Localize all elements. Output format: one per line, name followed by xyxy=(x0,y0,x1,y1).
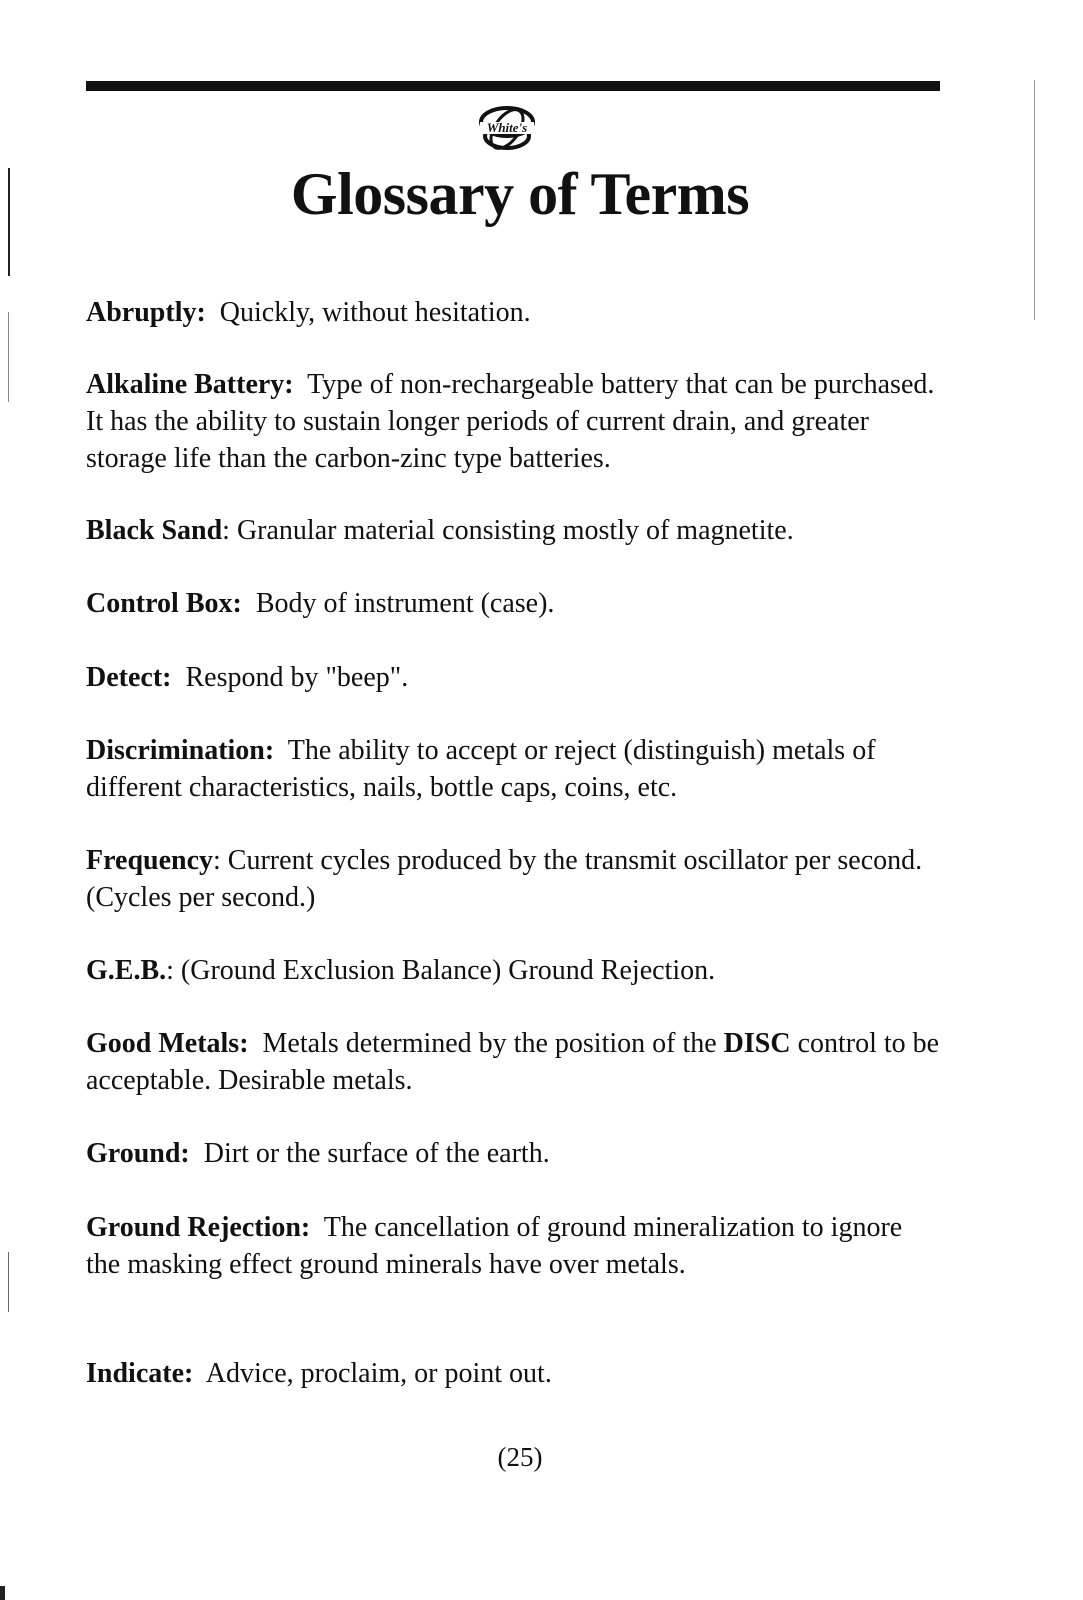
glossary-entry-ground xyxy=(86,1135,946,1172)
glossary-term: Ground: xyxy=(86,1138,190,1169)
top-rule xyxy=(86,81,940,91)
glossary-entry-frequency xyxy=(86,842,946,916)
glossary-term: Alkaline Battery: xyxy=(86,369,294,400)
glossary-term: Discrimination: xyxy=(86,735,275,766)
glossary-definition-continued: control to be acceptable. Desirable metals. xyxy=(86,1028,940,1096)
scan-edge-mark xyxy=(8,168,10,276)
glossary-definition: Respond by "beep". xyxy=(185,662,409,693)
glossary-term: Abruptly: xyxy=(86,297,206,328)
glossary-entry-black-sand xyxy=(86,512,946,549)
glossary-entry-detect xyxy=(86,659,946,696)
page-title: Glossary of Terms xyxy=(290,161,750,227)
glossary-definition: : Granular material consisting mostly of magnetite. xyxy=(222,515,794,546)
glossary-term: Frequency xyxy=(86,845,214,876)
glossary-entry-good-metals xyxy=(86,1025,946,1099)
glossary-entry-alkaline-battery xyxy=(86,366,946,477)
glossary-term: Indicate: xyxy=(86,1358,194,1389)
scan-edge-mark xyxy=(1034,80,1035,320)
svg-text:White's: White's xyxy=(486,120,528,135)
glossary-term: Detect: xyxy=(86,662,172,693)
glossary-definition: Quickly, without hesitation. xyxy=(219,297,531,328)
page-number: (25) xyxy=(497,1442,543,1472)
whites-logo xyxy=(462,100,552,158)
glossary-entry-ground-rejection xyxy=(86,1209,906,1283)
glossary-term: G.E.B. xyxy=(86,955,167,986)
glossary-definition: Advice, proclaim, or point out. xyxy=(205,1358,552,1389)
glossary-entry-geb xyxy=(86,952,946,989)
glossary-term: Ground Rejection: xyxy=(86,1212,311,1243)
glossary-definition: The ability to accept or reject (distinguish) metals of different characteristics, nails, bottle caps, coins, etc. xyxy=(86,735,876,803)
glossary-definition: Metals determined by the position of the xyxy=(262,1028,724,1059)
glossary-term: Good Metals: xyxy=(86,1028,249,1059)
disc-control-label: DISC xyxy=(723,1028,791,1059)
scan-edge-mark xyxy=(8,1252,9,1312)
glossary-definition: : (Ground Exclusion Balance) Ground Rejection. xyxy=(166,955,716,986)
glossary-definition: : Current cycles produced by the transmit oscillator per second. (Cycles per second.) xyxy=(86,845,923,913)
glossary-entry-control-box xyxy=(86,585,946,622)
glossary-term: Control Box: xyxy=(86,588,242,619)
glossary-entry-abruptly xyxy=(86,294,946,331)
scan-edge-mark xyxy=(0,1586,5,1600)
glossary-entry-indicate xyxy=(86,1355,946,1392)
glossary-definition: Type of non-rechargeable battery that can be purchased. It has the ability to sustain longer periods of current drain, and greater storage life than the carbon-zinc type batteries. xyxy=(86,369,935,474)
scan-edge-mark xyxy=(8,312,9,402)
glossary-definition: Body of instrument (case). xyxy=(255,588,555,619)
glossary-definition: Dirt or the surface of the earth. xyxy=(203,1138,550,1169)
glossary-term: Black Sand xyxy=(86,515,223,546)
glossary-entry-discrimination xyxy=(86,732,946,806)
glossary-definition: The cancellation of ground mineralization to ignore the masking effect ground minerals have over metals. xyxy=(86,1212,903,1280)
